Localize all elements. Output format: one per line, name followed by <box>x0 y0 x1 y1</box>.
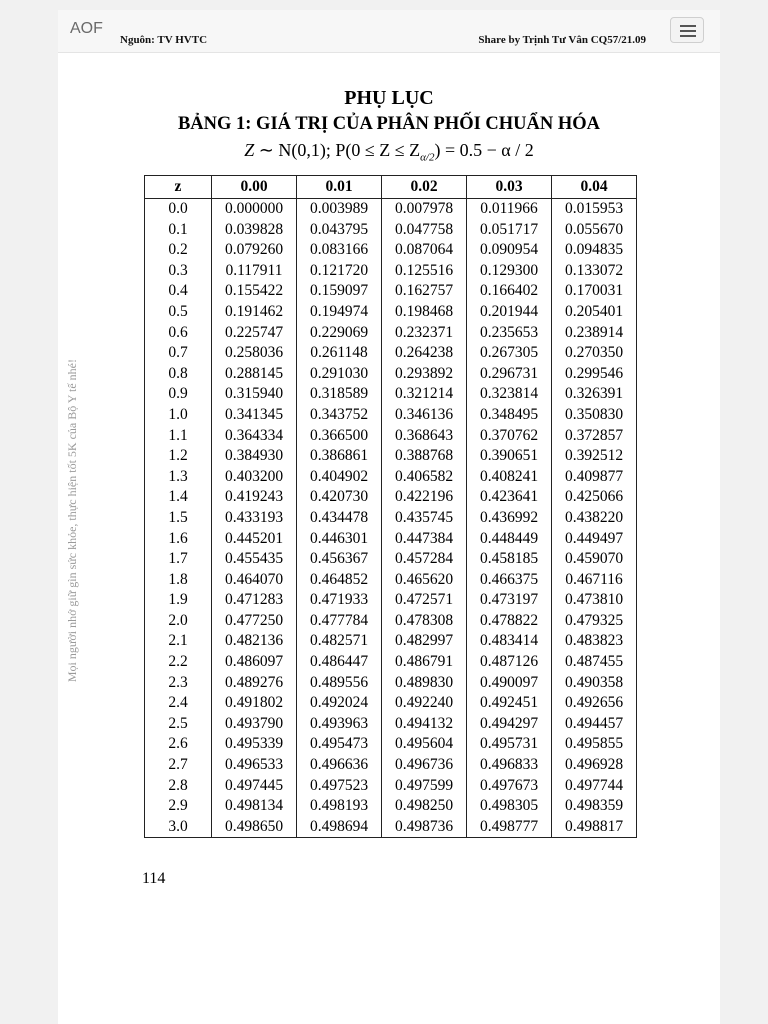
side-watermark-note <box>60 332 84 710</box>
probability-cell: 0.425066 <box>552 487 637 508</box>
table-row <box>145 446 637 467</box>
probability-cell: 0.496833 <box>467 755 552 776</box>
probability-cell: 0.087064 <box>382 240 467 261</box>
table-row <box>145 693 637 714</box>
z-value-cell: 2.4 <box>145 693 212 714</box>
probability-cell: 0.155422 <box>212 281 297 302</box>
formula-z: Z <box>244 140 255 160</box>
table-row <box>145 426 637 447</box>
probability-cell: 0.492240 <box>382 693 467 714</box>
probability-cell: 0.409877 <box>552 467 637 488</box>
hamburger-menu-icon[interactable] <box>670 17 704 43</box>
page-title: PHỤ LỤC <box>344 87 434 109</box>
table-title: BẢNG 1: GIÁ TRỊ CỦA PHÂN PHỐI CHUẨN HÓA <box>177 114 601 134</box>
z-value-cell: 1.1 <box>145 426 212 447</box>
probability-cell: 0.125516 <box>382 261 467 282</box>
probability-cell: 0.129300 <box>467 261 552 282</box>
probability-cell: 0.225747 <box>212 323 297 344</box>
probability-cell: 0.495339 <box>212 734 297 755</box>
probability-cell: 0.406582 <box>382 467 467 488</box>
probability-cell: 0.232371 <box>382 323 467 344</box>
z-value-cell: 1.5 <box>145 508 212 529</box>
probability-cell: 0.117911 <box>212 261 297 282</box>
table-row <box>145 487 637 508</box>
probability-cell: 0.457284 <box>382 549 467 570</box>
probability-cell: 0.051717 <box>467 220 552 241</box>
z-value-cell: 1.8 <box>145 570 212 591</box>
probability-cell: 0.372857 <box>552 426 637 447</box>
probability-cell: 0.003989 <box>297 199 382 220</box>
side-watermark-text: Mọi người nhớ giữ gìn sức khỏe, thực hiện tốt 5K của Bộ Y tế nhé! <box>64 359 79 683</box>
probability-cell: 0.293892 <box>382 364 467 385</box>
probability-cell: 0.079260 <box>212 240 297 261</box>
probability-cell: 0.162757 <box>382 281 467 302</box>
table-row <box>145 796 637 817</box>
probability-cell: 0.238914 <box>552 323 637 344</box>
probability-cell: 0.235653 <box>467 323 552 344</box>
probability-cell: 0.043795 <box>297 220 382 241</box>
probability-cell: 0.191462 <box>212 302 297 323</box>
probability-cell: 0.370762 <box>467 426 552 447</box>
probability-cell: 0.486447 <box>297 652 382 673</box>
table-row <box>145 570 637 591</box>
z-table <box>144 175 637 838</box>
z-value-cell: 1.7 <box>145 549 212 570</box>
probability-cell: 0.388768 <box>382 446 467 467</box>
table-row <box>145 508 637 529</box>
probability-cell: 0.498359 <box>552 796 637 817</box>
probability-cell: 0.472571 <box>382 590 467 611</box>
distribution-formula <box>58 140 720 164</box>
probability-cell: 0.464852 <box>297 570 382 591</box>
z-value-cell: 0.1 <box>145 220 212 241</box>
probability-cell: 0.094835 <box>552 240 637 261</box>
probability-cell: 0.321214 <box>382 384 467 405</box>
column-header: 0.02 <box>382 176 467 199</box>
viewer-toolbar <box>58 10 720 53</box>
probability-cell: 0.323814 <box>467 384 552 405</box>
probability-cell: 0.494132 <box>382 714 467 735</box>
probability-cell: 0.489556 <box>297 673 382 694</box>
table-row <box>145 467 637 488</box>
table-row <box>145 384 637 405</box>
z-value-cell: 1.9 <box>145 590 212 611</box>
probability-cell: 0.459070 <box>552 549 637 570</box>
probability-cell: 0.258036 <box>212 343 297 364</box>
probability-cell: 0.170031 <box>552 281 637 302</box>
probability-cell: 0.473197 <box>467 590 552 611</box>
probability-cell: 0.471933 <box>297 590 382 611</box>
probability-cell: 0.435745 <box>382 508 467 529</box>
probability-cell: 0.015953 <box>552 199 637 220</box>
probability-cell: 0.490097 <box>467 673 552 694</box>
column-header: z <box>145 176 212 199</box>
probability-cell: 0.348495 <box>467 405 552 426</box>
probability-cell: 0.497445 <box>212 776 297 797</box>
probability-cell: 0.090954 <box>467 240 552 261</box>
probability-cell: 0.492024 <box>297 693 382 714</box>
probability-cell: 0.497523 <box>297 776 382 797</box>
probability-cell: 0.494457 <box>552 714 637 735</box>
column-header: 0.04 <box>552 176 637 199</box>
probability-cell: 0.055670 <box>552 220 637 241</box>
table-row <box>145 364 637 385</box>
probability-cell: 0.404902 <box>297 467 382 488</box>
app-name: AOF <box>70 20 103 37</box>
z-value-cell: 0.3 <box>145 261 212 282</box>
table-row <box>145 611 637 632</box>
probability-cell: 0.498777 <box>467 817 552 838</box>
probability-cell: 0.496928 <box>552 755 637 776</box>
probability-cell: 0.496636 <box>297 755 382 776</box>
probability-cell: 0.495855 <box>552 734 637 755</box>
probability-cell: 0.384930 <box>212 446 297 467</box>
probability-cell: 0.446301 <box>297 529 382 550</box>
probability-cell: 0.261148 <box>297 343 382 364</box>
probability-cell: 0.198468 <box>382 302 467 323</box>
table-row <box>145 343 637 364</box>
probability-cell: 0.489276 <box>212 673 297 694</box>
probability-cell: 0.492451 <box>467 693 552 714</box>
probability-cell: 0.364334 <box>212 426 297 447</box>
table-row <box>145 652 637 673</box>
z-value-cell: 0.5 <box>145 302 212 323</box>
table-row <box>145 220 637 241</box>
probability-cell: 0.456367 <box>297 549 382 570</box>
probability-cell: 0.366500 <box>297 426 382 447</box>
table-row <box>145 261 637 282</box>
probability-cell: 0.299546 <box>552 364 637 385</box>
z-value-cell: 2.2 <box>145 652 212 673</box>
probability-cell: 0.496533 <box>212 755 297 776</box>
probability-cell: 0.486791 <box>382 652 467 673</box>
table-row <box>145 673 637 694</box>
z-value-cell: 2.0 <box>145 611 212 632</box>
table-row <box>145 323 637 344</box>
probability-cell: 0.478308 <box>382 611 467 632</box>
probability-cell: 0.296731 <box>467 364 552 385</box>
z-value-cell: 2.3 <box>145 673 212 694</box>
table-row <box>145 529 637 550</box>
probability-cell: 0.494297 <box>467 714 552 735</box>
probability-cell: 0.493790 <box>212 714 297 735</box>
probability-cell: 0.466375 <box>467 570 552 591</box>
z-value-cell: 0.7 <box>145 343 212 364</box>
formula-prob: P(0 ≤ Z ≤ Z <box>335 140 421 160</box>
probability-cell: 0.498736 <box>382 817 467 838</box>
table-row <box>145 302 637 323</box>
probability-cell: 0.343752 <box>297 405 382 426</box>
formula-subscript: α/2 <box>420 151 435 164</box>
probability-cell: 0.465620 <box>382 570 467 591</box>
probability-cell: 0.436992 <box>467 508 552 529</box>
probability-cell: 0.479325 <box>552 611 637 632</box>
z-value-cell: 2.1 <box>145 631 212 652</box>
probability-cell: 0.455435 <box>212 549 297 570</box>
probability-cell: 0.478822 <box>467 611 552 632</box>
probability-cell: 0.408241 <box>467 467 552 488</box>
probability-cell: 0.386861 <box>297 446 382 467</box>
probability-cell: 0.390651 <box>467 446 552 467</box>
probability-cell: 0.449497 <box>552 529 637 550</box>
probability-cell: 0.434478 <box>297 508 382 529</box>
probability-cell: 0.464070 <box>212 570 297 591</box>
z-value-cell: 0.9 <box>145 384 212 405</box>
probability-cell: 0.482571 <box>297 631 382 652</box>
header-source: Nguôn: TV HVTC <box>120 34 208 46</box>
column-header: 0.03 <box>467 176 552 199</box>
header-share: Share by Trịnh Tư Vân CQ57/21.09 <box>478 34 646 46</box>
probability-cell: 0.419243 <box>212 487 297 508</box>
probability-cell: 0.498193 <box>297 796 382 817</box>
table-row <box>145 755 637 776</box>
table-body <box>145 199 637 838</box>
probability-cell: 0.433193 <box>212 508 297 529</box>
probability-cell: 0.448449 <box>467 529 552 550</box>
table-row <box>145 817 637 838</box>
probability-cell: 0.121720 <box>297 261 382 282</box>
z-value-cell: 0.4 <box>145 281 212 302</box>
probability-cell: 0.467116 <box>552 570 637 591</box>
probability-cell: 0.420730 <box>297 487 382 508</box>
probability-cell: 0.447384 <box>382 529 467 550</box>
probability-cell: 0.011966 <box>467 199 552 220</box>
probability-cell: 0.483414 <box>467 631 552 652</box>
probability-cell: 0.445201 <box>212 529 297 550</box>
formula-dist: ∼ N(0,1); <box>254 140 336 160</box>
probability-cell: 0.473810 <box>552 590 637 611</box>
table-header-row <box>145 176 637 199</box>
z-value-cell: 2.9 <box>145 796 212 817</box>
probability-cell: 0.483823 <box>552 631 637 652</box>
probability-cell: 0.486097 <box>212 652 297 673</box>
z-value-cell: 1.6 <box>145 529 212 550</box>
probability-cell: 0.159097 <box>297 281 382 302</box>
probability-cell: 0.497599 <box>382 776 467 797</box>
probability-cell: 0.471283 <box>212 590 297 611</box>
z-value-cell: 0.6 <box>145 323 212 344</box>
probability-cell: 0.083166 <box>297 240 382 261</box>
probability-cell: 0.423641 <box>467 487 552 508</box>
probability-cell: 0.495473 <box>297 734 382 755</box>
probability-cell: 0.326391 <box>552 384 637 405</box>
table-row <box>145 281 637 302</box>
probability-cell: 0.403200 <box>212 467 297 488</box>
probability-cell: 0.498817 <box>552 817 637 838</box>
z-value-cell: 2.6 <box>145 734 212 755</box>
probability-cell: 0.346136 <box>382 405 467 426</box>
table-row <box>145 199 637 220</box>
document-page <box>58 10 720 1024</box>
table-row <box>145 405 637 426</box>
probability-cell: 0.490358 <box>552 673 637 694</box>
probability-cell: 0.007978 <box>382 199 467 220</box>
probability-cell: 0.166402 <box>467 281 552 302</box>
probability-cell: 0.229069 <box>297 323 382 344</box>
probability-cell: 0.341345 <box>212 405 297 426</box>
probability-cell: 0.498305 <box>467 796 552 817</box>
probability-cell: 0.315940 <box>212 384 297 405</box>
z-value-cell: 1.4 <box>145 487 212 508</box>
table-row <box>145 714 637 735</box>
probability-cell: 0.039828 <box>212 220 297 241</box>
z-value-cell: 3.0 <box>145 817 212 838</box>
probability-cell: 0.288145 <box>212 364 297 385</box>
page-number: 114 <box>142 870 166 887</box>
table-row <box>145 549 637 570</box>
probability-cell: 0.498134 <box>212 796 297 817</box>
column-header: 0.01 <box>297 176 382 199</box>
probability-cell: 0.487126 <box>467 652 552 673</box>
probability-cell: 0.458185 <box>467 549 552 570</box>
z-value-cell: 2.8 <box>145 776 212 797</box>
probability-cell: 0.487455 <box>552 652 637 673</box>
probability-cell: 0.477250 <box>212 611 297 632</box>
column-header: 0.00 <box>212 176 297 199</box>
probability-cell: 0.477784 <box>297 611 382 632</box>
probability-cell: 0.498650 <box>212 817 297 838</box>
probability-cell: 0.047758 <box>382 220 467 241</box>
probability-cell: 0.497673 <box>467 776 552 797</box>
probability-cell: 0.368643 <box>382 426 467 447</box>
probability-cell: 0.201944 <box>467 302 552 323</box>
table-row <box>145 240 637 261</box>
probability-cell: 0.000000 <box>212 199 297 220</box>
z-value-cell: 2.7 <box>145 755 212 776</box>
probability-cell: 0.392512 <box>552 446 637 467</box>
z-value-cell: 1.0 <box>145 405 212 426</box>
z-value-cell: 0.0 <box>145 199 212 220</box>
probability-cell: 0.194974 <box>297 302 382 323</box>
probability-cell: 0.205401 <box>552 302 637 323</box>
probability-cell: 0.489830 <box>382 673 467 694</box>
z-value-cell: 1.2 <box>145 446 212 467</box>
probability-cell: 0.482136 <box>212 631 297 652</box>
z-value-cell: 0.8 <box>145 364 212 385</box>
probability-cell: 0.493963 <box>297 714 382 735</box>
probability-cell: 0.482997 <box>382 631 467 652</box>
formula-prob-end: ) = 0.5 − α / 2 <box>434 140 534 160</box>
probability-cell: 0.438220 <box>552 508 637 529</box>
probability-cell: 0.422196 <box>382 487 467 508</box>
probability-cell: 0.496736 <box>382 755 467 776</box>
table-row <box>145 631 637 652</box>
probability-cell: 0.270350 <box>552 343 637 364</box>
probability-cell: 0.492656 <box>552 693 637 714</box>
probability-cell: 0.133072 <box>552 261 637 282</box>
probability-cell: 0.497744 <box>552 776 637 797</box>
probability-cell: 0.495731 <box>467 734 552 755</box>
probability-cell: 0.495604 <box>382 734 467 755</box>
probability-cell: 0.318589 <box>297 384 382 405</box>
probability-cell: 0.267305 <box>467 343 552 364</box>
probability-cell: 0.350830 <box>552 405 637 426</box>
probability-cell: 0.491802 <box>212 693 297 714</box>
table-row <box>145 776 637 797</box>
z-value-cell: 1.3 <box>145 467 212 488</box>
probability-cell: 0.498694 <box>297 817 382 838</box>
probability-cell: 0.291030 <box>297 364 382 385</box>
probability-cell: 0.498250 <box>382 796 467 817</box>
z-value-cell: 2.5 <box>145 714 212 735</box>
table-row <box>145 734 637 755</box>
table-row <box>145 590 637 611</box>
z-value-cell: 0.2 <box>145 240 212 261</box>
probability-cell: 0.264238 <box>382 343 467 364</box>
